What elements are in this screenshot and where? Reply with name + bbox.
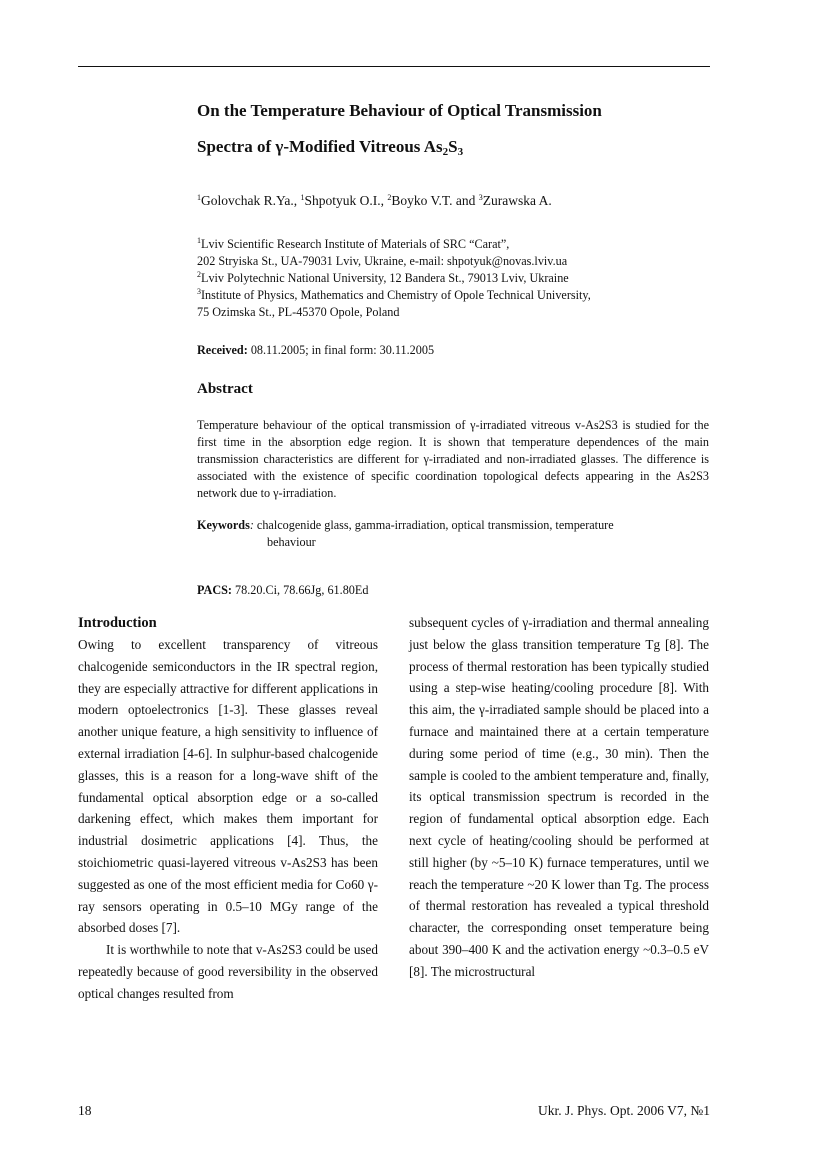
author-sup: 1 (197, 193, 201, 202)
affiliation-line (197, 270, 717, 287)
keywords-line-2: behaviour (267, 535, 316, 549)
author-sup: 3 (478, 193, 483, 202)
affiliation-sup: 1 (197, 236, 201, 245)
affiliation-text: 202 Stryiska St., UA-79031 Lviv, Ukraine, e-mail: shpotyuk@novas.lviv.ua (197, 254, 568, 268)
author-name: Zurawska A. (482, 193, 552, 208)
title-s: S (448, 137, 458, 156)
title-subscript-3: 3 (457, 146, 464, 158)
keywords-line-1: chalcogenide glass, gamma-irradiation, optical transmission, temperature (253, 518, 614, 532)
author-sup: 2 (387, 193, 392, 202)
affiliation-text: Institute of Physics, Mathematics and Chemistry of Opole Technical University, (201, 288, 591, 302)
received-dates (197, 342, 434, 359)
affiliation-text: Lviv Polytechnic National University, 12 Bandera St., 79013 Lviv, Ukraine (201, 271, 569, 285)
title-text: Spectra of γ-Modified Vitreous As (197, 137, 443, 156)
introduction-heading: Introduction (78, 615, 157, 631)
affiliations (197, 236, 717, 321)
affiliation-line (197, 287, 717, 304)
received-text: 08.11.2005; in final form: 30.11.2005 (247, 343, 435, 357)
paper-title-line-2 (197, 137, 737, 157)
authors (197, 192, 552, 210)
journal-citation: Ukr. J. Phys. Opt. 2006 V7, №1 (537, 1103, 710, 1118)
header-rule (78, 66, 710, 67)
title-subscript-2: 2 (442, 146, 449, 158)
author-name: Golovchak R.Ya., (201, 193, 298, 208)
affiliation-line (197, 236, 717, 253)
affiliation-sup: 2 (197, 270, 201, 279)
pacs-text: 78.20.Ci, 78.66Jg, 61.80Ed (231, 583, 369, 597)
affiliation-text: 75 Ozimska St., PL-45370 Opole, Poland (197, 305, 400, 319)
intro-paragraph-2: It is worthwhile to note that v-As2S3 could be used repeatedly because of good reversibility in the observed optical changes resulted from (78, 942, 378, 1001)
keywords: Keywords: chalcogenide glass, gamma-irradiation, optical transmission, temperature behaviour (197, 517, 709, 551)
keywords-label: Keywords (197, 518, 250, 532)
affiliation-line (197, 304, 717, 321)
author-sup: 1 (300, 193, 305, 202)
affiliation-text: Lviv Scientific Research Institute of Materials of SRC “Carat”, (201, 237, 510, 251)
pacs (197, 582, 368, 599)
left-column (78, 634, 378, 1005)
intro-paragraph-1: Owing to excellent transparency of vitreous chalcogenide semiconductors in the IR spectral region, they are especially attractive for different applications in modern optoelectronics [1-3]. These glasses reveal another unique feature, a high sensitivity to influence of external irradiation [4-6]. In sulphur-based chalcogenide glasses, this is a reason for a long-wave shift of the fundamental optical absorption edge or a so-called darkening effect, which makes them important for industrial dosimetric applications [4]. Thus, the stoichiometric quasi-layered vitreous v-As2S3 has been suggested as one of the most efficient media for Co60 γ-ray sensors operating in 0.5–10 MGy range of the absorbed doses [7]. (78, 637, 378, 936)
author-name: Boyko V.T. and (391, 193, 476, 208)
right-column (409, 612, 709, 983)
paper-title-line-1: On the Temperature Behaviour of Optical Transmission (197, 101, 602, 120)
affiliation-line (197, 253, 717, 270)
abstract-heading: Abstract (197, 381, 253, 397)
right-column-text: subsequent cycles of γ-irradiation and thermal annealing just below the glass transition temperature Tg [8]. The process of thermal restoration has been typically studied using a step-wise heating/cooling procedure [8]. With this aim, the γ-irradiated sample should be placed into a furnace and maintained there at a certain temperature during some period of time (e.g., 30 min). Then the sample is cooled to the ambient temperature and, finally, its optical transmission spectrum is recorded in the region of fundamental optical absorption edge. Each next cycle of heating/cooling should be performed at still higher (by ~5–10 K) furnace temperatures, until we reach the temperature ~20 K lower than Tg. The process of thermal restoration has revealed a typical threshold character, the corresponding onset temperature being about 390–400 K and the activation energy ~0.3–0.5 eV [8]. The microstructural (409, 615, 709, 979)
affiliation-sup: 3 (197, 287, 201, 296)
author-name: Shpotyuk O.I., (304, 193, 385, 208)
received-label: Received: (197, 343, 248, 357)
abstract-text: Temperature behaviour of the optical transmission of γ-irradiated vitreous v-As2S3 is studied for the first time in the absorption edge region. It is shown that temperature dependences of the main transmission characteristics are different for γ-irradiated and non-irradiated glasses. The difference is associated with the existence of specific coordination topological defects appearing in the As2S3 network due to γ-irradiation. (197, 418, 709, 500)
page-number: 18 (78, 1103, 92, 1118)
pacs-label: PACS: (197, 583, 232, 597)
